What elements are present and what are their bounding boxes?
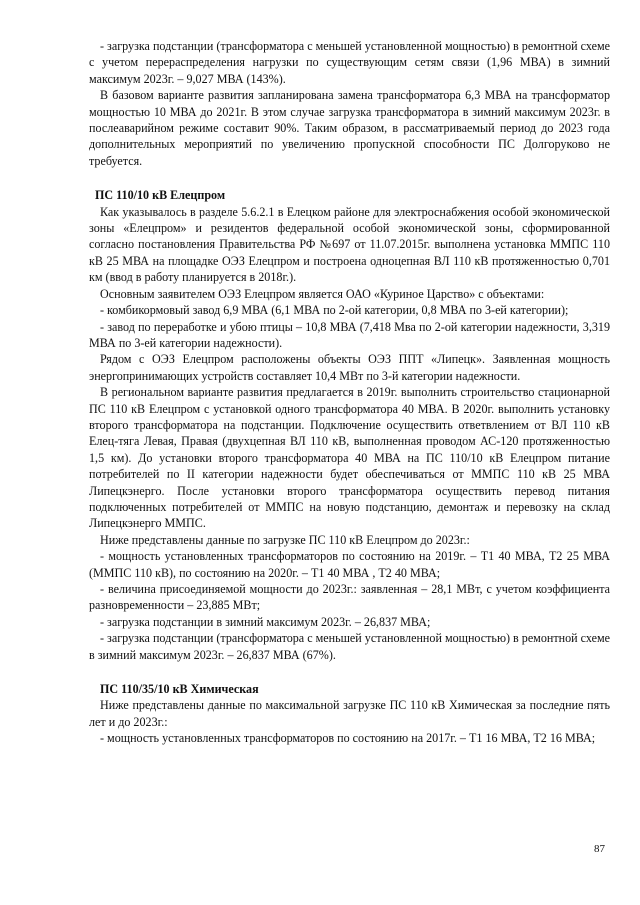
- paragraph: Ниже представлены данные по загрузке ПС 110 кВ Елецпром до 2023г.:: [100, 532, 470, 547]
- section-heading-eletsprom: ПС 110/10 кВ Елецпром: [95, 188, 226, 203]
- section-heading-khimicheskaya: ПС 110/35/10 кВ Химическая: [100, 682, 259, 697]
- paragraph: В региональном варианте развития предлагается в 2019г. выполнить строительство стационарной ПС 110 кВ Елецпром с установкой одного трансформатора 40 МВА. В 2020г. выполнить установку второго трансформатора на подстанции. Подключение осуществить ответвлением от ВЛ 110 кВ Елец-тяга Левая, Правая (двухцепная ВЛ 110 кВ, выполненная проводом АС-120 протяженностью 1,5 км). До установки второго трансформатора 40 МВА на ПС 110/10 кВ Елецпром питание потребителей по II категории надежности будет обеспечиваться от ММПС 110 кВ 25 МВА Липецкэнерго. После установки второго трансформатора осуществить перевод питания подключенных потребителей от ММПС на новую подстанцию, демонтаж и перевозку на склад Липецкэнерго ММПС.: [89, 385, 610, 531]
- list-item: - мощность установленных трансформаторов по состоянию на 2019г. – Т1 40 МВА, Т2 25 МВА (ММПС 110 кВ), по состоянию на 2020г. – Т1 40 МВА , Т2 40 МВА;: [89, 549, 610, 580]
- list-item: - величина присоединяемой мощности до 2023г.: заявленная – 28,1 МВт, с учетом коэффициента разновременности – 23,885 МВт;: [89, 582, 610, 613]
- paragraph: Рядом с ОЭЗ Елецпром расположены объекты ОЭЗ ППТ «Липецк». Заявленная мощность энергопринимающих устройств составляет 10,4 МВт по 3-й категории надежности.: [89, 352, 610, 383]
- list-item: - комбикормовый завод 6,9 МВА (6,1 МВА по 2-ой категории, 0,8 МВА по 3-ей категории);: [100, 303, 569, 318]
- paragraph: Как указывалось в разделе 5.6.2.1 в Елецком районе для электроснабжения особой экономической зоны «Елецпром» и резидентов федеральной особой экономической зоны, сформированной согласно постановления Правительства РФ №697 от 11.07.2015г. выполнена установка ММПС 110 кВ 25 МВА на площадке ОЭЗ Елецпром и построена одноцепная ВЛ 110 кВ протяженностью 0,701 км (ввод в работу планируется в 2018г.).: [89, 204, 610, 285]
- page-content: [89, 38, 610, 747]
- list-item: - мощность установленных трансформаторов по состоянию на 2017г. – Т1 16 МВА, Т2 16 МВА;: [100, 731, 596, 746]
- list-item: - загрузка подстанции (трансформатора с меньшей установленной мощностью) в ремонтной схеме в зимний максимум 2023г. – 26,837 МВА (67%).: [89, 631, 610, 662]
- page-number: 87: [594, 843, 605, 855]
- paragraph: - загрузка подстанции (трансформатора с меньшей установленной мощностью) в ремонтной схеме с учетом перераспределения нагрузки по существующим сетям связи (1,96 МВА) в зимний максимум 2023г. – 9,027 МВА (143%).: [89, 39, 610, 86]
- paragraph: Ниже представлены данные по максимальной загрузке ПС 110 кВ Химическая за последние пять лет и до 2023г.:: [89, 698, 610, 729]
- list-item: - загрузка подстанции в зимний максимум 2023г. – 26,837 МВА;: [100, 614, 431, 629]
- list-item: - завод по переработке и убою птицы – 10,8 МВА (7,418 Мва по 2-ой категории надежности, 3,319 МВА по 3-ей категории надежности).: [89, 319, 610, 350]
- paragraph: Основным заявителем ОЭЗ Елецпром является ОАО «Куриное Царство» с объектами:: [100, 286, 545, 301]
- paragraph: В базовом варианте развития запланирована замена трансформатора 6,3 МВА на трансформатор мощностью 10 МВА до 2021г. В этом случае загрузка трансформатора в зимний максимум 2023г. в послеаварийном режиме составит 90%. Таким образом, в рассматриваемый период до 2023 года дополнительных мероприятий по увеличению пропускной способности ПС Долгоруково не требуется.: [89, 88, 610, 168]
